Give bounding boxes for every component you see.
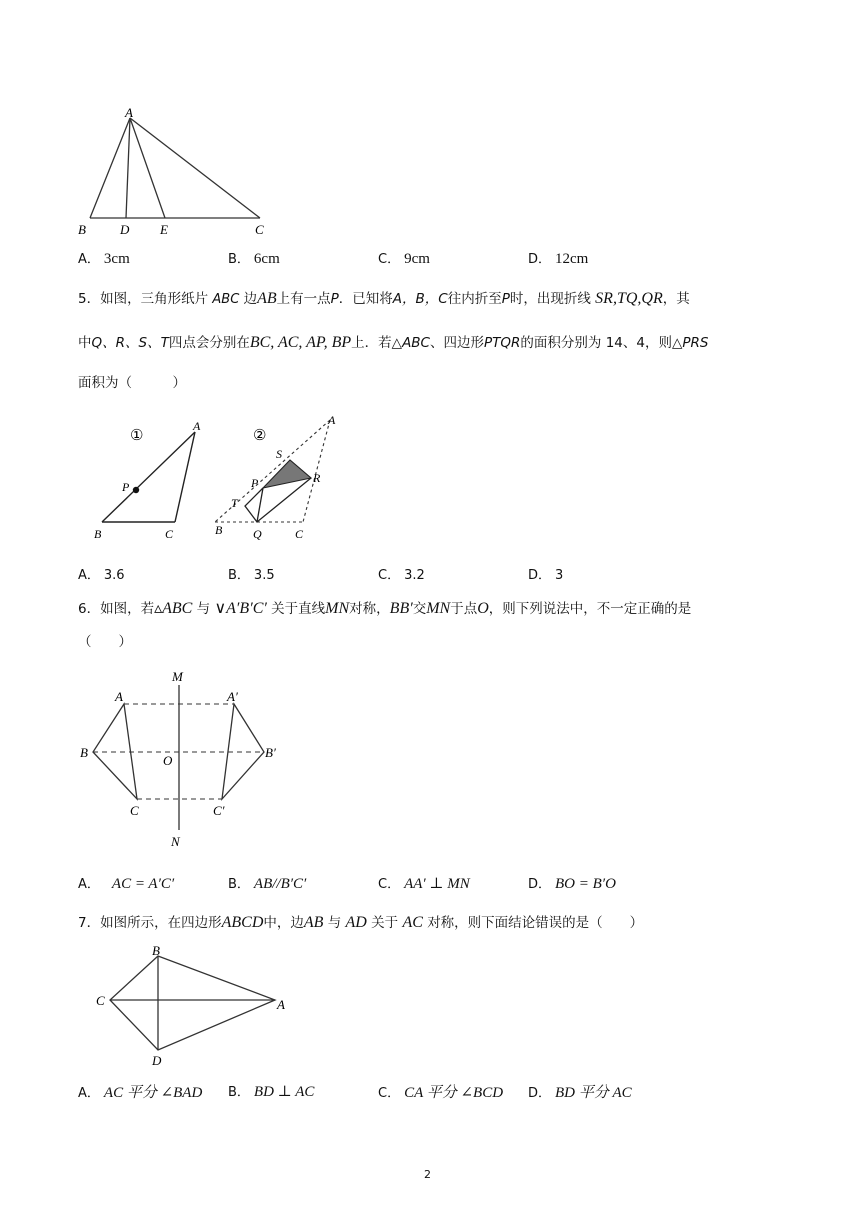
q6-label-b-prime: B′ [265,745,276,760]
q7-question-line: 7．如图所示，在四边形ABCD中，边AB 与 AD 关于 AC 对称，则下面结论错误的是（ ） [78,914,644,931]
q6-label-a: A [115,689,123,704]
q6-label-n: N [171,834,180,849]
q6-label-m: M [172,669,183,684]
q6-option-a[interactable]: A． AC = A′C′ [78,876,175,892]
q6-label-c-prime: C′ [213,803,225,818]
q7-label-c: C [96,993,105,1008]
q4-triangle-figure [70,100,290,245]
q6-option-b[interactable]: B． AB//B′C′ [228,876,307,892]
q5-figure-2-number: ② [253,428,267,444]
q4-option-d[interactable]: D． 12cm [528,251,589,267]
q5-option-c[interactable]: C． 3.2 [378,568,425,583]
q5-fig1-label-b: B [94,527,102,541]
q5-fig1-label-c: C [165,527,174,541]
q7-option-d[interactable]: D． BD 平分 AC [528,1085,632,1101]
q5-figures [85,410,355,550]
q5-point-p [133,487,139,493]
q5-question-line-3: 面积为（ ） [78,375,186,391]
q6-option-c[interactable]: C． AA′ ⊥ MN [378,876,470,892]
q5-fig2-label-q: Q [253,527,262,541]
q6-label-a-prime: A′ [227,689,238,704]
q5-fig2-label-c: C [295,527,304,541]
q5-fig2-label-a: A [328,413,336,427]
q5-option-b[interactable]: B． 3.5 [228,568,275,583]
q7-option-b[interactable]: B． BD ⊥ AC [228,1084,315,1100]
q6-option-d[interactable]: D． BO = B′O [528,876,616,892]
q7-label-d: D [152,1053,162,1068]
q4-option-b[interactable]: B． 6cm [228,251,280,267]
q7-option-c[interactable]: C． CA 平分 ∠BCD [378,1085,504,1101]
q6-symmetry-figure [75,665,295,850]
page-number: 2 [424,1168,431,1181]
q5-question-line-2: 中Q、R、S、T四点会分别在BC, AC, AP, BP上．若△ABC、四边形PTQR的面积分别为 14、4，则△PRS [78,334,709,351]
q6-question-line-1: 6．如图，若▵ABC 与 ∨A′B′C′ 关于直线MN对称，BB′交MN于点O，则下列说法中，不一定正确的是 [78,600,692,617]
q7-option-a[interactable]: A． AC 平分 ∠BAD [78,1085,203,1101]
q4-label-e: E [160,222,168,237]
q4-label-a: A [125,105,133,120]
q6-label-o: O [163,753,173,768]
q4-label-d: D [120,222,130,237]
q7-label-b: B [152,943,160,958]
q5-fig2-label-r: R [313,471,321,485]
q6-label-b: B [80,745,88,760]
q6-question-line-2: （ ） [78,634,132,650]
q4-label-b: B [78,222,86,237]
q5-fig2-label-t: T [231,496,238,510]
q5-figure-1-number: ① [130,428,144,444]
q5-fig2-label-p: P [251,476,259,490]
q7-kite-figure [90,942,300,1070]
q6-label-c: C [130,803,139,818]
q7-label-a: A [277,997,285,1012]
q5-option-d[interactable]: D． 3 [528,568,564,583]
q5-option-a[interactable]: A． 3.6 [78,568,125,583]
q5-fig2-label-s: S [276,447,282,461]
q4-option-c[interactable]: C． 9cm [378,251,430,267]
q5-question-line-1: 5．如图，三角形纸片 ABC 边AB上有一点P．已知将A，B，C往内折至P时，出现折线 SR,TQ,QR，其 [78,290,690,307]
q5-fig2-label-b: B [215,523,223,537]
q4-label-c: C [255,222,264,237]
q5-fig1-label-p: P [122,480,130,494]
q5-fig1-label-a: A [193,419,201,433]
q4-option-a[interactable]: A． 3cm [78,251,130,267]
